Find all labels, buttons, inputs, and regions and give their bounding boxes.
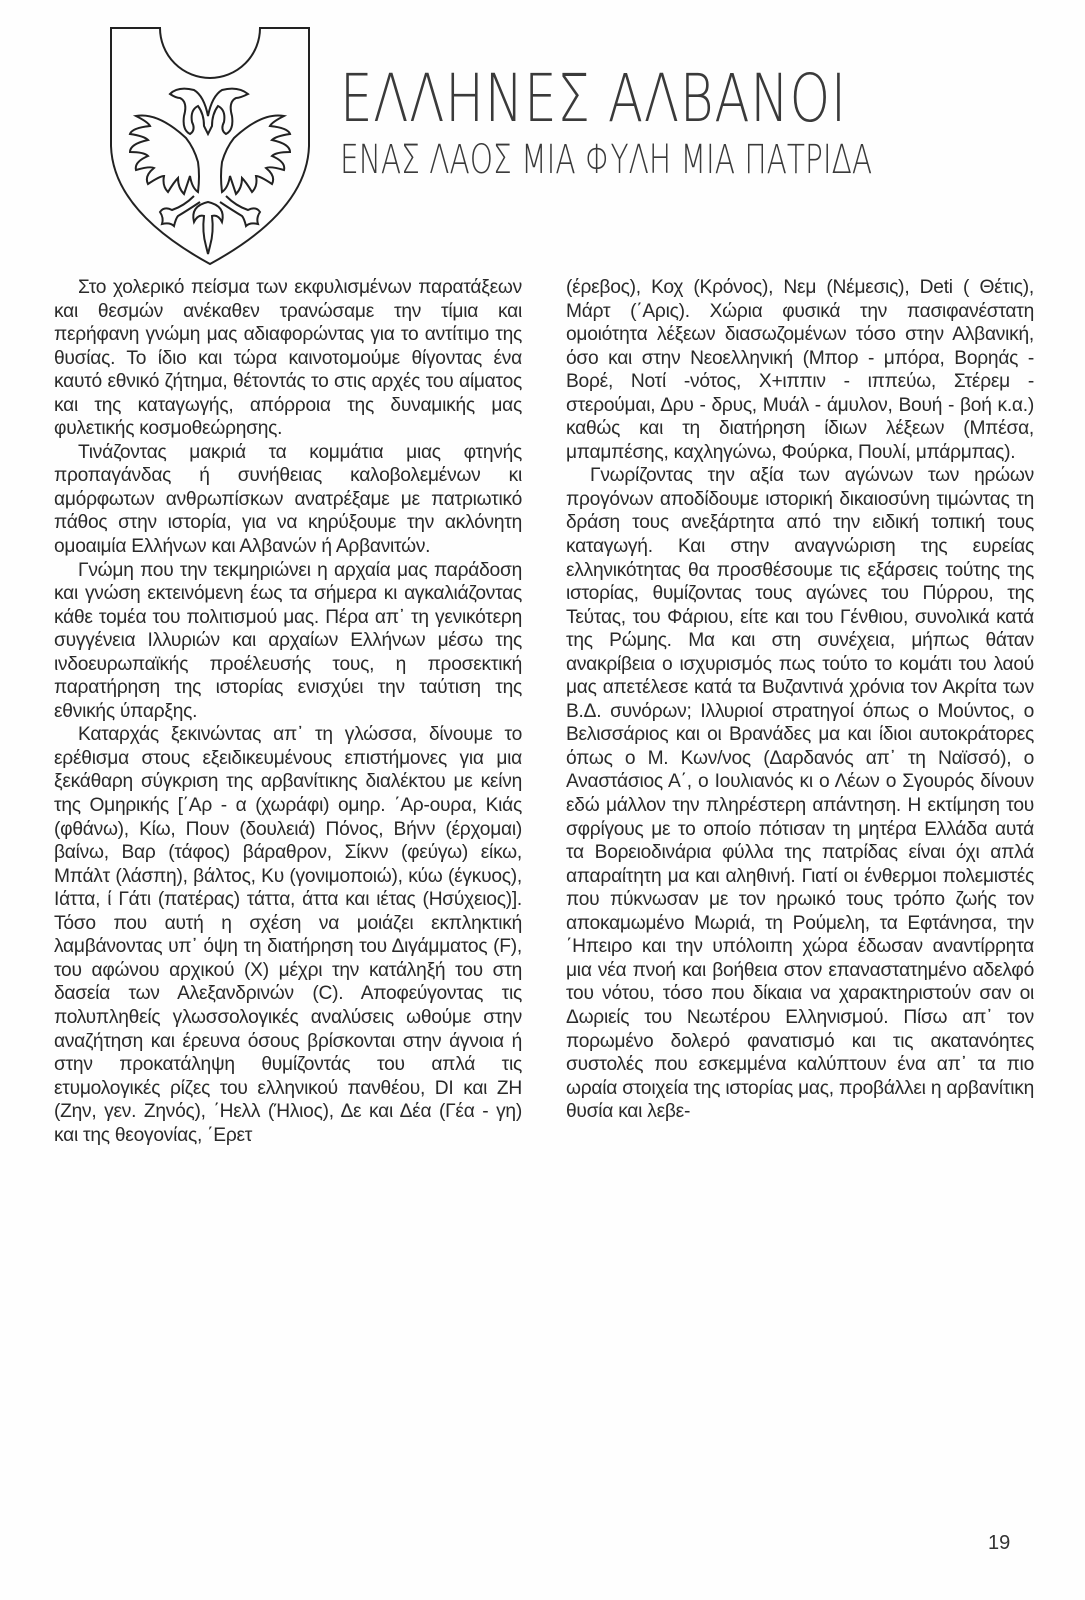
header — [340, 60, 1060, 183]
paragraph: Τινάζοντας μακριά τα κομμάτια μιας φτηνής προπαγάνδας ή συνήθειας καλοβολεμένων κι αμόρφωτων ανθρωπίσκων ανατρέξαμε με πατριωτικό πάθος στην ιστορία, για να κηρύξουμε την ακλόνητη ομοαιμία Ελλήνων και Αλβανών ή Αρβανιτών. — [54, 441, 522, 558]
page-subtitle: ΕΝΑΣ ΛΑΟΣ ΜΙΑ ΦΥΛΗ ΜΙΑ ΠΑΤΡΙΔΑ — [340, 137, 873, 183]
right-column — [566, 276, 1034, 1147]
page-number: 19 — [988, 1532, 1011, 1554]
article-body — [54, 276, 1034, 1147]
double-headed-eagle-shield-icon — [108, 26, 312, 266]
paragraph: Καταρχάς ξεκινώντας απ᾽ τη γλώσσα, δίνουμε το ερέθισμα στους εξειδικευμένους επιστήμονες για μια ξεκάθαρη σύγκριση της αρβανίτικης διαλέκτου με κείνη της Ομηρικής [΄Αρ - α (χωράφι) ομηρ. ΄Αρ-ουρα, Κιάς (φθάνω), Κίω, Πουν (δουλειά) Πόνος, Βήνν (έρχομαι) βαίνω, Βαρ (τάφος) βάραθρον, Σίκνν (φεύγω) είκω, Μπάλτ (λάσπη), βάλτος, Κυ (γονιμοποιώ), κύω (έγκυος), Ιάττα, ί Γάτι (πατέρας) τάττα, άττα και ιέτας (Ησύχειος)]. Τόσο που αυτή η σχέση να μοιάζει εκπληκτική λαμβάνοντας υπ᾽ όψη τη διατήρηση του Διγάμματος (F), του αφώνου αρχικού (Χ) μέχρι την κατάληξή του στη δασεία των Αλεξανδρινών (C). Αποφεύγοντας τις πολυπληθείς γλωσσολογικές αναλύσεις ωθούμε στην αναζήτηση και έρευνα όσους βρίσκονται στην άγνοια ή στην προκατάληψη θυμίζοντάς του απλά τις ετυμολογικές ρίζες του ελληνικού πανθέου, DI και ΖΗ (Ζην, γεν. Ζηνός), ΄Ηελλ (Ήλιος), Δε και Δέα (Γέα - γη) και της θεογονίας, ΄Ερετ — [54, 724, 522, 1146]
paragraph: Στο χολερικό πείσμα των εκφυλισμένων παρατάξεων και θεσμών ανέκαθεν τρανώσαμε την τίμια και περήφανη γνώμη μας αδιαφορώντας για το αντίτιμο της θυσίας. Το ίδιο και τώρα καινοτομούμε θίγοντας ένα καυτό εθνικό ζήτημα, θέτοντάς το στις αρχές του αίματος και της καταγωγής, απόρροια της δυναμικής μας φυλετικής κοσμοθεώρησης. — [54, 277, 522, 440]
page-title: ΕΛΛΗΝΕΣ ΑΛΒΑΝΟΙ — [340, 60, 847, 137]
paragraph: Γνωρίζοντας την αξία των αγώνων των ηρώων προγόνων αποδίδουμε ιστορική δικαιοσύνη τιμώντας τη δράση τους ανεξάρτητα από την ειδική τοπική τους καταγωγή. Και στην αναγνώριση της ευρείας ελληνικότητας θα προσθέσουμε τις εξάρσεις τούτης της ιστορίας, θυμίζοντας τους αγώνες του Πύρρου, της Τεύτας, του Φάριου, είτε και του Γένθιου, συνολικά κατά της Ρώμης. Μα και στη συνέχεια, μήπως θάταν ανακρίβεια ο ισχυρισμός πως τούτο το κομάτι του λαού μας απετέλεσε κατά τα Βυζαντινά χρόνια τον Ακρίτα των Β.Δ. συνόρων; Ιλλυριοί στρατηγοί όπως ο Μούντος, ο Βελισσάριος και οι Βρανάδες μα και ίδιοι αυτοκράτορες όπως ο Μ. Κων/νος (Δαρδανός απ᾽ τη Ναϊσσό), ο Αναστάσιος Α΄, ο Ιουλιανός κι ο Λέων ο Σγουρός δίνουν εδώ μάλλον την πληρέστερη απάντηση. Η εκτίμηση του σφρίγους με το οποίο πότισαν τη μητέρα Ελλάδα αυτά τα Βορειοδινάρια φύλλα της πατρίδας είναι όχι απλά απαραίτητη μα και αληθινή. Γιατί οι ένθερμοι πολεμιστές που πύκνωσαν με τον ηρωικό τους τρόπο ζωής τον αποκαμωμένο Μωριά, τη Ρούμελη, τα Εφτάνησα, την ΄Ηπειρο και την υπόλοιπη χώρα έδωσαν αναντίρρητα μια νέα πνοή και βοήθεια στον επαναστατημένο αδελφό του νότου, τόσο που δίκαια να χαρακτηριστούν σαν οι Δωριείς του Νεωτέρου Ελληνισμού. Πίσω απ᾽ τον πορωμένο δολερό φανατισμό και τις ακατανόητες συστολές που εσκεμμένα καλύπτουν ένα απ᾽ τα πιο ωραία στοιχεία της ιστορίας μας, προβάλλει η αρβανίτικη θυσία και λεβε- — [566, 465, 1034, 1123]
paragraph: Γνώμη που την τεκμηριώνει η αρχαία μας παράδοση και γνώση εκτεινόμενη έως τα σήμερα κι αγκαλιάζοντας κάθε τομέα του πολιτισμού μας. Πέρα απ᾽ τη γενικότερη συγγένεια Ιλλυριών και αρχαίων Ελλήνων μέσω της ινδοευρωπαϊκής προέλευσής τους, η προσεκτική παρατήρηση της ιστορίας ενισχύει την ταύτιση της εθνικής ύπαρξης. — [54, 559, 522, 722]
left-column — [54, 276, 522, 1147]
paragraph-continuation: (έρεβος), Κοχ (Κρόνος), Νεμ (Νέμεσις), Deti ( Θέτις), Μάρτ (΄Αρις). Χώρια φυσικά την πασιφανέστατη ομοιότητα λέξεων διασωζομένων τόσο στην Αλβανική, όσο και στην Νεοελληνική (Μπορ - μπόρα, Βορηάς - Βορέ, Νοτί -νότος, Χ+ιππιν - ιππεύω, Στέρεμ - στερούμαι, Δρυ - δρυς, Μυάλ - άμυλον, Βουή - βοή κ.α.) καθώς και τη διατήρηση ίδιων λέξεων (Μπέσα, μπαμπέσης, καχληγώνω, Φούρκα, Πουλί, μπάρμπας). — [566, 277, 1034, 463]
